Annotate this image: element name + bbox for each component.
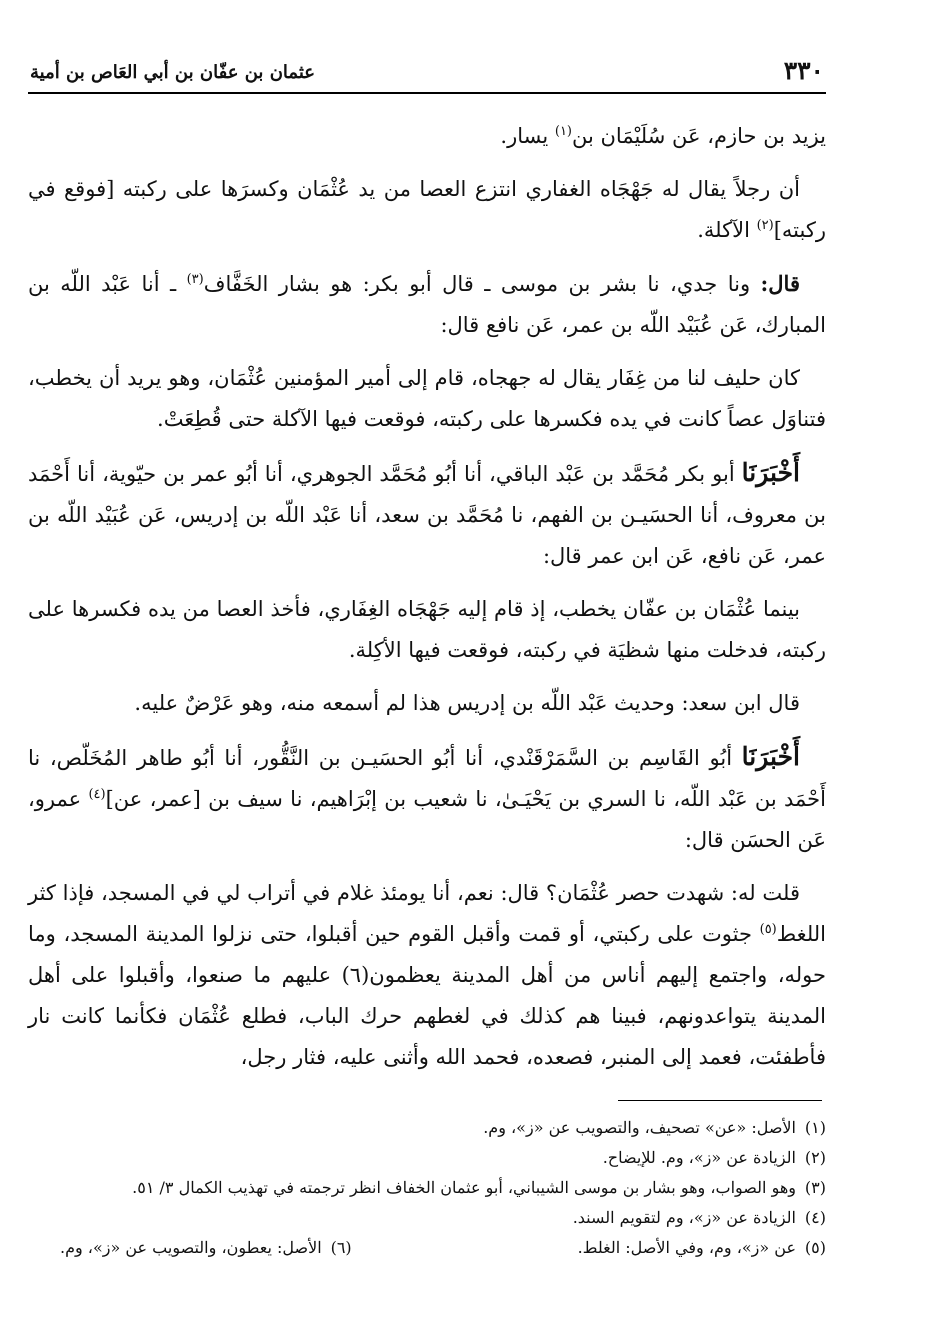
paragraph-lead: أَخْبَرَنَا <box>741 458 800 487</box>
footnote: (١)الأصل: «عن» تصحيف، والتصويب عن «ز»، وم. <box>483 1118 826 1137</box>
running-title: عثمان بن عفّان بن أبي العَاص بن أمية <box>30 62 315 83</box>
footnote: (٦)الأصل: يعطون، والتصويب عن «ز»، وم. <box>60 1238 352 1257</box>
footnote-ref: (٢) <box>756 218 774 233</box>
paragraph: أَخْبَرَنَا أبُو القَاسِم بن السَّمَرْقَنْدي، أنا أبُو الحسَيـن بن النَّقُّور، أنا أبُو طاهر المُخَلّص، نا أَحْمَد بن عَبْد اللّه، نا السري بن يَحْيَـىٰ، نا شعيب بن إبْرَاهيم، نا سيف بن [عمر، عن]$^{(٤)}$ عمرو، عَن الحسَن قال: <box>28 742 826 852</box>
header-rule <box>28 92 826 94</box>
paragraph: بينما عُثْمَان بن عفّان يخطب، إذ قام إليه جَهْجَاه الغِفَاري، فأخذ العصا من يده فكسرها على ركبته، فدخلت منها شظيَة في ركبته، فوقعت فيها الأكِلة. <box>28 597 826 662</box>
footnote: (٣)وهو الصواب، وهو بشار بن موسى الشيباني، أبو عثمان الخفاف انظر ترجمته في تهذيب الكمال ٣/ ٥١. <box>132 1178 826 1197</box>
paragraph: قال: ونا جدي، نا بشر بن موسى ـ قال أبو بكر: هو بشار الخَفَّاف$^{(٣)}$ ـ أنا عَبْد اللّه بن المبارك، عَن عُبَيْد اللّه بن عمر، عَن نافع قال: <box>28 271 826 337</box>
footnote-ref: (٤) <box>88 787 106 802</box>
paragraph: قلت له: شهدت حصر عُثْمَان؟ قال: نعم، أنا يومئذ غلام في أتراب لي في المسجد، فإذا كثر اللغط$^{(٥)}$ جثوت على ركبتي، أو قمت وأقبل القوم حين أقبلوا، حتى نزلوا المدينة المسجد، وما حوله، واجتمع إليهم أناس من أهل المدينة يعظمون(٦) عليهم ما صنعوا، وأقبلوا على أهل المدينة يتواعدونهم، فبينا هم كذلك في لغطهم حرك الباب، فطلع عُثْمَان فكأنما كانت نار فأطفئت، فعمد إلى المنبر، فصعده، فحمد الله وأثنى عليه، فثار رجل، <box>28 881 826 1069</box>
paragraph-lead: أَخْبَرَنَا <box>741 742 800 771</box>
paragraph: أَخْبَرَنَا أبو بكر مُحَمَّد بن عَبْد الباقي، أنا أبُو مُحَمَّد الجوهري، أنا أبُو عمر بن حيّوية، أنا أَحْمَد بن معروف، أنا الحسَيـن بن الفهم، نا مُحَمَّد بن سعد، أنا عَبْد اللّه بن إدريس، عَن عُبَيْد اللّه بن عمر، عَن نافع، عَن ابن عمر قال: <box>28 458 826 568</box>
footnote-pair <box>60 1233 826 1263</box>
paragraph: يزيد بن حازم، عَن سُلَيْمَان بن$^{(١)}$ يسار. <box>500 124 826 148</box>
paragraph: قال ابن سعد: وحديث عَبْد اللّه بن إدريس هذا لم أسمعه منه، وهو عَرْضٌ عليه. <box>134 691 800 715</box>
paragraph-lead: قال: <box>760 271 800 296</box>
footnote: (٥)عن «ز»، وم، وفي الأصل: الغلط. <box>577 1238 826 1257</box>
paragraph: أن رجلاً يقال له جَهْجَاه الغفاري انتزع العصا من يد عُثْمَان وكسرَها على ركبته [فوقع في ركبته]$^{(٢)}$ الآكلة. <box>28 177 826 242</box>
paragraph: كان حليف لنا من غِفَار يقال له جهجاه، قام إلى أمير المؤمنين عُثْمَان، وهو يريد أن يخطب، فتناوَل عصاً كانت في يده فكسرها على ركبته، فوقعت فيها الآكلة حتى قُطِعَتْ. <box>28 366 826 431</box>
main-text <box>28 116 826 1090</box>
footnote-ref: (١) <box>554 124 572 139</box>
footnote-ref: (٥) <box>759 922 777 937</box>
footnote-ref: (٣) <box>186 272 204 287</box>
page-header <box>30 56 826 92</box>
footnote: (٢)الزيادة عن «ز»، وم. للإيضاح. <box>602 1148 826 1167</box>
page-number: ٣٣٠ <box>783 56 824 85</box>
footnote-separator <box>618 1100 822 1101</box>
footnotes <box>60 1113 826 1263</box>
footnote: (٤)الزيادة عن «ز»، وم لتقويم السند. <box>572 1208 826 1227</box>
